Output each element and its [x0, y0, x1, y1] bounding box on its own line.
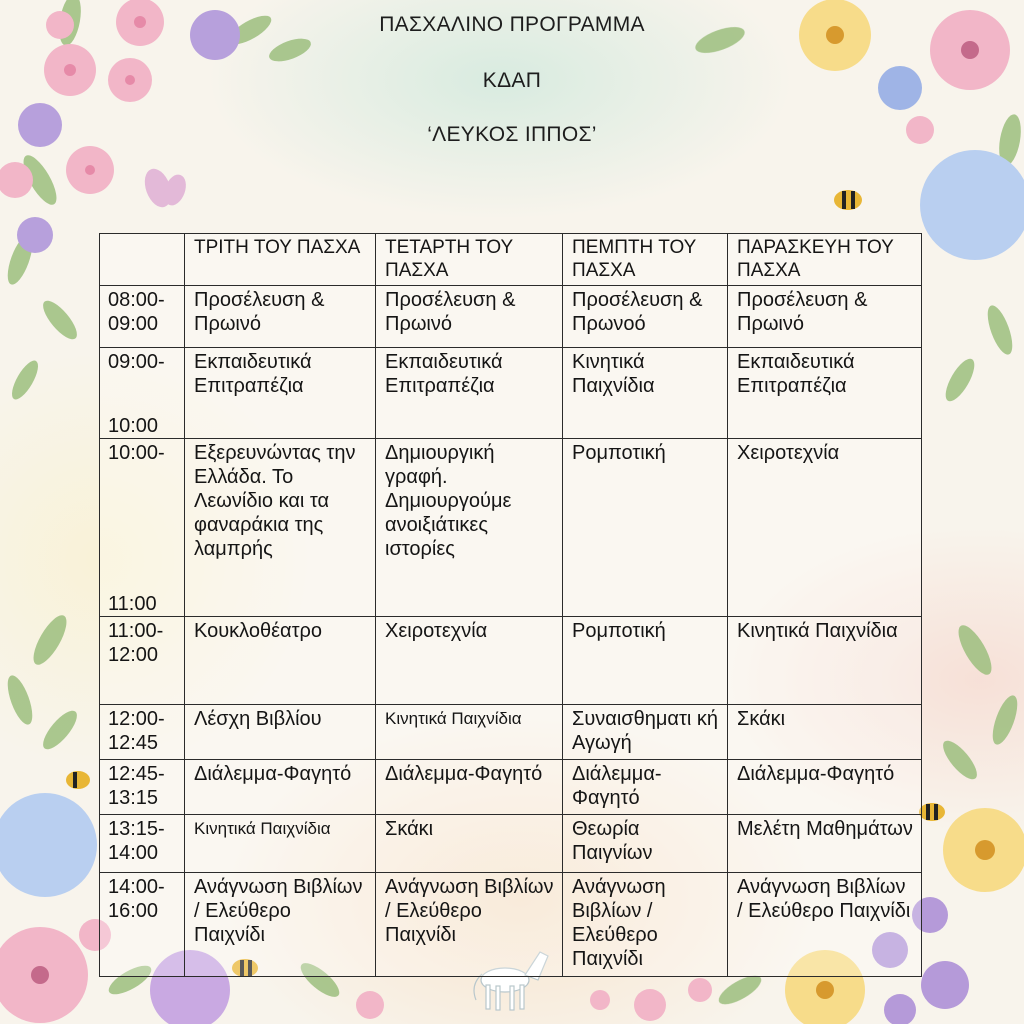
title-line-3: ‘ΛΕΥΚΟΣ ΙΠΠΟΣ’ — [427, 123, 597, 146]
time-start: 12:00- — [108, 708, 165, 730]
activity-cell: Ρομποτική — [563, 439, 728, 617]
activity-cell: Μελέτη Μαθημάτων — [728, 815, 922, 873]
table-row — [100, 760, 922, 815]
time-end: 14:00 — [108, 842, 159, 864]
bee-icon — [834, 190, 862, 210]
time-cell — [100, 348, 185, 439]
table-row — [100, 348, 922, 439]
activity-cell: Δημιουργική γραφή. Δημιουργούμε ανοιξιάτικες ιστορίες — [376, 439, 563, 617]
time-start: 09:00- — [108, 351, 165, 373]
activity-cell: Ρομποτική — [563, 617, 728, 705]
time-end: 11:00 — [108, 593, 157, 615]
time-cell — [100, 617, 185, 705]
table-row — [100, 439, 922, 617]
table-row — [100, 815, 922, 873]
time-end: 10:00 — [108, 415, 159, 437]
time-start: 10:00- — [108, 442, 165, 464]
activity-cell: Κινητικά Παιχνίδια — [728, 617, 922, 705]
activity-cell: Προσέλευση & Πρωινό — [728, 286, 922, 348]
time-cell — [100, 760, 185, 815]
header-cell-thursday: ΠΕΜΠΤΗ ΤΟΥ ΠΑΣΧΑ — [563, 234, 728, 286]
time-cell — [100, 815, 185, 873]
time-cell — [100, 439, 185, 617]
table-row — [100, 873, 922, 977]
time-cell — [100, 873, 185, 977]
time-start: 13:15- — [108, 818, 165, 840]
hydrangea-icon — [920, 150, 1024, 260]
time-start: 11:00- — [108, 620, 164, 642]
activity-cell: Κουκλοθέατρο — [185, 617, 376, 705]
activity-cell: Σκάκι — [728, 705, 922, 760]
activity-cell: Διάλεμμα-Φαγητό — [376, 760, 563, 815]
activity-cell: Διάλεμμα-Φαγητό — [185, 760, 376, 815]
table-row — [100, 617, 922, 705]
butterfly-icon — [140, 165, 190, 211]
header-cell-wednesday: ΤΕΤΑΡΤΗ ΤΟΥ ΠΑΣΧΑ — [376, 234, 563, 286]
table-row — [100, 705, 922, 760]
activity-cell: Λέσχη Βιβλίου — [185, 705, 376, 760]
activity-cell: Προσέλευση & Πρωινό — [376, 286, 563, 348]
time-cell — [100, 705, 185, 760]
time-end: 16:00 — [108, 900, 159, 922]
activity-cell: Ανάγνωση Βιβλίων / Ελεύθερο Παιχνίδι — [376, 873, 563, 977]
time-end: 12:45 — [108, 732, 159, 754]
time-cell — [100, 286, 185, 348]
activity-cell: Σκάκι — [376, 815, 563, 873]
activity-cell: Προσέλευση & Πρωνοό — [563, 286, 728, 348]
header-cell-friday: ΠΑΡΑΣΚΕΥΗ ΤΟΥ ΠΑΣΧΑ — [728, 234, 922, 286]
activity-cell: Ανάγνωση Βιβλίων / Ελεύθερο Παιχνίδι — [185, 873, 376, 977]
activity-cell: Χειροτεχνία — [376, 617, 563, 705]
activity-cell: Χειροτεχνία — [728, 439, 922, 617]
time-start: 08:00- — [108, 289, 165, 311]
time-start: 12:45- — [108, 763, 165, 785]
activity-cell: Ανάγνωση Βιβλίων / Ελεύθερο Παιχνίδι — [563, 873, 728, 977]
table-row — [100, 286, 922, 348]
activity-cell: Εκπαιδευτικά Επιτραπέζια — [728, 348, 922, 439]
header-cell-tuesday: ΤΡΙΤΗ ΤΟΥ ΠΑΣΧΑ — [185, 234, 376, 286]
title-line-1: ΠΑΣΧΑΛΙΝΟ ΠΡΟΓΡΑΜΜΑ — [379, 13, 645, 36]
time-end: 09:00 — [108, 313, 159, 335]
activity-cell: Κινητικά Παιχνίδια — [185, 815, 376, 873]
activity-cell: Εκπαιδευτικά Επιτραπέζια — [376, 348, 563, 439]
time-start: 14:00- — [108, 876, 165, 898]
activity-cell: Διάλεμμα-Φαγητό — [728, 760, 922, 815]
title-line-2: ΚΔΑΠ — [482, 69, 542, 92]
activity-cell: Εξερευνώντας την Ελλάδα. Το Λεωνίδιο και τα φαναράκια της λαμπρής — [185, 439, 376, 617]
activity-cell: Κινητικά Παιχνίδια — [376, 705, 563, 760]
table-header-row — [100, 234, 922, 286]
activity-cell: Κινητικά Παιχνίδια — [563, 348, 728, 439]
activity-cell: Διάλεμμα-Φαγητό — [563, 760, 728, 815]
activity-cell: Ανάγνωση Βιβλίων / Ελεύθερο Παιχνίδι — [728, 873, 922, 977]
time-end: 12:00 — [108, 644, 159, 666]
activity-cell: Θεωρία Παιγνίων — [563, 815, 728, 873]
activity-cell: Προσέλευση & Πρωινό — [185, 286, 376, 348]
activity-cell: Εκπαιδευτικά Επιτραπέζια — [185, 348, 376, 439]
activity-cell: Συναισθηματι κή Αγωγή — [563, 705, 728, 760]
header-cell-time — [100, 234, 185, 286]
schedule-table — [99, 233, 922, 977]
time-end: 13:15 — [108, 787, 159, 809]
